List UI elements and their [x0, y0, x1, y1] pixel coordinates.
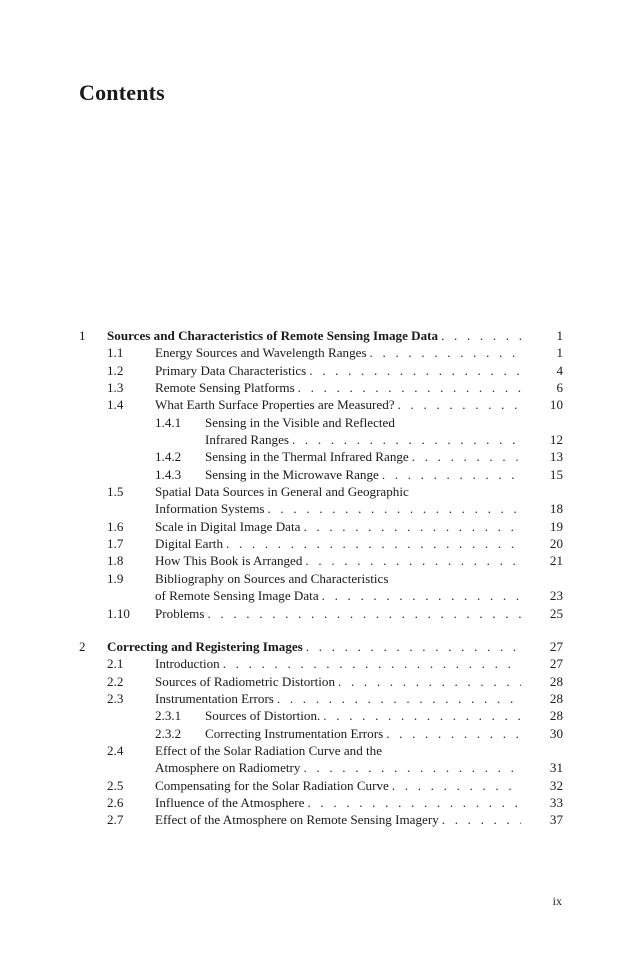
toc-entry-2-6[interactable] [79, 794, 563, 811]
toc-leader [292, 431, 521, 448]
toc-section-number: 1.6 [107, 518, 124, 534]
toc-section-title: Effect of the Atmosphere on Remote Sensing Imagery [155, 812, 439, 828]
toc-section-number: 1.7 [107, 536, 124, 552]
toc-section-title: Compensating for the Solar Radiation Curve [155, 777, 389, 793]
toc-entry-2-3-1[interactable] [79, 707, 563, 724]
toc-entry-1-4-2[interactable] [79, 448, 563, 465]
toc-subsection-title: Sensing in the Thermal Infrared Range [205, 449, 409, 465]
toc-page-number: 23 [549, 588, 563, 604]
toc-entry-2-3-2[interactable] [79, 725, 563, 742]
toc-leader [267, 500, 521, 517]
toc-section-title: Bibliography on Sources and Characteristics [155, 570, 389, 586]
toc-page-number: 25 [549, 605, 563, 621]
toc-entry-1-9[interactable] [79, 570, 563, 587]
toc-entry-1-2[interactable] [79, 362, 563, 379]
toc-leader [392, 777, 521, 794]
toc-entry-1-10[interactable] [79, 605, 563, 622]
toc-subsection-title: Sensing in the Visible and Reflected [205, 414, 395, 430]
toc-leader [307, 794, 521, 811]
toc-section-title: Introduction [155, 656, 220, 672]
toc-leader [322, 587, 521, 604]
toc-section-title: Primary Data Characteristics [155, 362, 307, 378]
toc-page-number: 19 [549, 518, 563, 534]
toc-entry-1-1[interactable] [79, 344, 563, 361]
toc-section-number: 1.3 [107, 380, 124, 396]
toc-page-number: 31 [549, 760, 563, 776]
toc-page-number: 1 [556, 328, 563, 343]
toc-leader [386, 725, 521, 742]
toc-page-number: 15 [549, 466, 563, 482]
toc-leader [226, 535, 521, 552]
toc-page-number: 30 [549, 725, 563, 741]
toc-page-number: 28 [549, 708, 563, 724]
toc-entry-1-5[interactable] [79, 483, 563, 500]
toc-entry-1-4-1-continued[interactable] [79, 431, 563, 448]
toc-entry-1-4[interactable] [79, 396, 563, 413]
toc-entry-2-7[interactable] [79, 811, 563, 828]
toc-subsection-number: 1.4.2 [155, 449, 182, 465]
toc-subsection-title: Correcting Instrumentation Errors [205, 725, 384, 741]
toc-section-title-continued: Atmosphere on Radiometry [155, 760, 301, 776]
toc-page-number: 1 [556, 345, 563, 361]
toc-page-number: 33 [549, 794, 563, 810]
toc-section-title: What Earth Surface Properties are Measured? [155, 397, 395, 413]
toc-entry-2-4-continued[interactable] [79, 759, 563, 776]
toc-entry-1-8[interactable] [79, 552, 563, 569]
toc-section-number: 1.2 [107, 362, 124, 378]
toc-page-number: 10 [549, 397, 563, 413]
toc-page-number: 4 [556, 362, 563, 378]
toc-entry-2-3[interactable] [79, 690, 563, 707]
toc-subsection-number: 2.3.2 [155, 725, 182, 741]
toc-page-number: 27 [549, 656, 563, 672]
toc-section-number: 2.1 [107, 656, 124, 672]
toc-entry-2-4[interactable] [79, 742, 563, 759]
toc-page-number: 6 [556, 380, 563, 396]
toc-section-number: 2.2 [107, 673, 124, 689]
toc-leader [338, 673, 521, 690]
toc-section-number: 1.4 [107, 397, 124, 413]
toc-section-title: Effect of the Solar Radiation Curve and the [155, 742, 383, 758]
toc-leader [398, 396, 521, 413]
toc-entry-2-2[interactable] [79, 673, 563, 690]
toc-section-title: How This Book is Arranged [155, 553, 303, 569]
toc-section-number: 1.9 [107, 570, 124, 586]
toc-section-number: 2.7 [107, 812, 124, 828]
toc-chapter-2[interactable] [79, 638, 563, 655]
toc-section-title: Problems [155, 605, 205, 621]
toc-chapter-title: Correcting and Registering Images [107, 638, 303, 654]
toc-leader [305, 552, 521, 569]
toc-page-number: 21 [549, 553, 563, 569]
toc-entry-1-5-continued[interactable] [79, 500, 563, 517]
toc-section-title: Influence of the Atmosphere [155, 794, 305, 810]
toc-leader [306, 638, 521, 655]
toc-leader [323, 707, 521, 724]
toc-subsection-number: 1.4.3 [155, 466, 182, 482]
toc-section-number: 1.10 [107, 605, 130, 621]
toc-page-number: 18 [549, 501, 563, 517]
toc-entry-1-3[interactable] [79, 379, 563, 396]
table-of-contents [79, 327, 563, 829]
toc-page-number: 27 [549, 638, 563, 654]
toc-leader [207, 605, 521, 622]
toc-leader [298, 379, 521, 396]
toc-leader [309, 362, 521, 379]
toc-page-number: 28 [549, 690, 563, 706]
toc-entry-1-7[interactable] [79, 535, 563, 552]
toc-section-number: 2.6 [107, 794, 124, 810]
toc-section-title: Instrumentation Errors [155, 690, 274, 706]
toc-section-number: 1.5 [107, 484, 124, 500]
toc-section-number: 2.4 [107, 742, 124, 758]
toc-page-number: 12 [549, 432, 563, 448]
toc-section-number: 2.5 [107, 777, 124, 793]
toc-chapter-number: 1 [79, 328, 86, 343]
toc-subsection-number: 1.4.1 [155, 414, 182, 430]
toc-subsection-number: 2.3.1 [155, 708, 182, 724]
toc-page-number: 20 [549, 536, 563, 552]
toc-entry-2-5[interactable] [79, 777, 563, 794]
toc-leader [442, 811, 521, 828]
toc-leader [303, 759, 521, 776]
toc-section-number: 2.3 [107, 690, 124, 706]
toc-section-title: Remote Sensing Platforms [155, 380, 295, 396]
toc-subsection-title: Sources of Distortion. [205, 708, 321, 724]
toc-entry-1-6[interactable] [79, 518, 563, 535]
toc-chapter-title: Sources and Characteristics of Remote Sensing Image Data [107, 328, 439, 343]
toc-section-number: 1.8 [107, 553, 124, 569]
toc-leader [223, 655, 521, 672]
page-folio: ix [552, 894, 562, 908]
toc-page-number: 32 [549, 777, 563, 793]
toc-leader [382, 466, 521, 483]
toc-leader [303, 518, 521, 535]
toc-leader [412, 448, 521, 465]
toc-section-title: Energy Sources and Wavelength Ranges [155, 345, 367, 361]
toc-page-number: 37 [549, 812, 563, 828]
toc-section-title: Spatial Data Sources in General and Geographic [155, 484, 409, 500]
toc-entry-1-4-1[interactable] [79, 414, 563, 431]
toc-section-title: Scale in Digital Image Data [155, 518, 301, 534]
toc-chapter-number: 2 [79, 638, 86, 654]
toc-page-number: 13 [549, 449, 563, 465]
toc-leader [441, 327, 521, 344]
toc-entry-1-4-3[interactable] [79, 466, 563, 483]
toc-leader [277, 690, 521, 707]
toc-section-title: Digital Earth [155, 536, 223, 552]
toc-section-title-continued: of Remote Sensing Image Data [155, 588, 319, 604]
toc-entry-1-9-continued[interactable] [79, 587, 563, 604]
toc-section-title-continued: Information Systems [155, 501, 265, 517]
toc-subsection-title-continued: Infrared Ranges [205, 432, 289, 448]
toc-entry-2-1[interactable] [79, 655, 563, 672]
toc-section-title: Sources of Radiometric Distortion [155, 673, 336, 689]
toc-subsection-title: Sensing in the Microwave Range [205, 466, 379, 482]
toc-leader [370, 344, 521, 361]
toc-chapter-1[interactable] [79, 327, 563, 344]
toc-section-number: 1.1 [107, 345, 124, 361]
page-title: Contents [79, 80, 165, 105]
toc-page-number: 28 [549, 673, 563, 689]
toc-chapter-gap [79, 622, 563, 638]
